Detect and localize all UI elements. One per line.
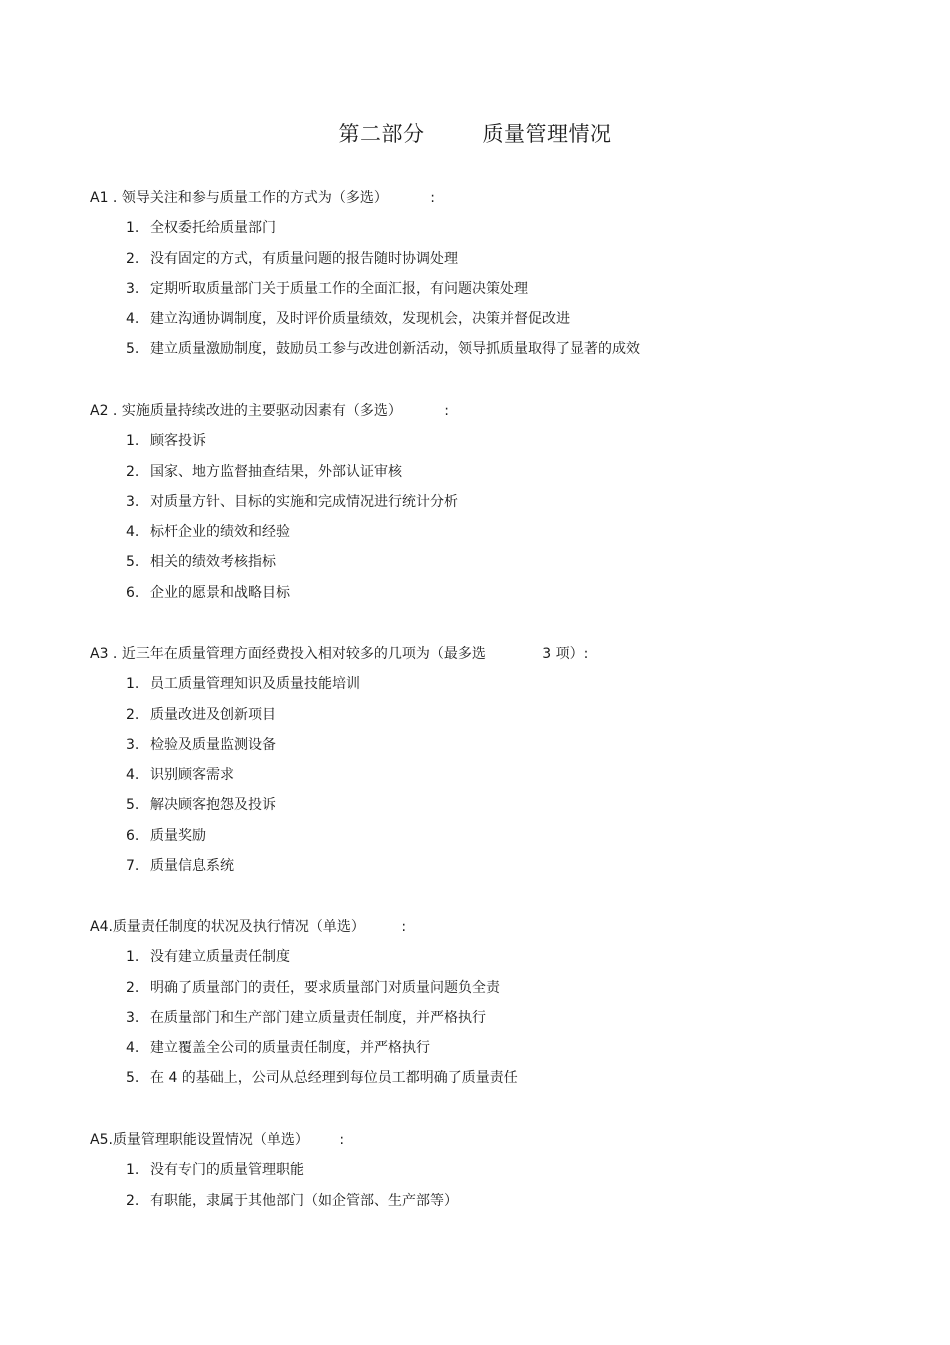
list-item: 4. 标杆企业的绩效和经验: [126, 524, 290, 541]
list-item: 6. 质量奖励: [126, 827, 206, 844]
list-item: 1. 没有建立质量责任制度: [126, 949, 290, 966]
question-a4: [90, 917, 890, 1088]
list-item: 7. 质量信息系统: [126, 858, 234, 875]
list-item: 3. 定期听取质量部门关于质量工作的全面汇报，有问题决策处理: [126, 280, 528, 297]
list-item: 2. 质量改进及创新项目: [126, 706, 276, 723]
question-a1: [90, 188, 890, 359]
section-title: [0, 118, 950, 148]
list-item: 5. 解决顾客抱怨及投诉: [126, 797, 276, 814]
list-item: 3. 在质量部门和生产部门建立质量责任制度，并严格执行: [126, 1009, 486, 1026]
section-title-name: 质量管理情况: [482, 122, 612, 146]
list-item: 3. 检验及质量监测设备: [126, 736, 276, 753]
list-item: 5. 相关的绩效考核指标: [126, 554, 276, 571]
question-a2: [90, 401, 890, 603]
list-item: 4. 识别顾客需求: [126, 767, 234, 784]
list-item: 5. 在 4 的基础上，公司从总经理到每位员工都明确了质量责任: [126, 1070, 518, 1087]
list-item: 4. 建立覆盖全公司的质量责任制度，并严格执行: [126, 1040, 430, 1057]
question-text: A1 . 领导关注和参与质量工作的方式为（多选） :: [90, 190, 436, 206]
question-text: A3 . 近三年在质量管理方面经费投入相对较多的几项为（最多选 3 项）:: [90, 646, 589, 662]
list-item: 3. 对质量方针、目标的实施和完成情况进行统计分析: [126, 493, 458, 510]
list-item: 1. 没有专门的质量管理职能: [126, 1162, 304, 1179]
list-item: 2. 国家、地方监督抽查结果，外部认证审核: [126, 463, 402, 480]
list-item: 2. 有职能，隶属于其他部门（如企管部、生产部等）: [126, 1192, 458, 1209]
question-text: A2 . 实施质量持续改进的主要驱动因素有（多选） :: [90, 403, 450, 419]
list-item: 6. 企业的愿景和战略目标: [126, 584, 290, 601]
list-item: 5. 建立质量激励制度，鼓励员工参与改进创新活动，领导抓质量取得了显著的成效: [126, 341, 640, 358]
list-item: 1. 全权委托给质量部门: [126, 220, 276, 237]
question-text: A5.质量管理职能设置情况（单选） :: [90, 1132, 345, 1148]
list-item: 2. 没有固定的方式，有质量问题的报告随时协调处理: [126, 250, 458, 267]
list-item: 2. 明确了质量部门的责任，要求质量部门对质量问题负全责: [126, 979, 500, 996]
list-item: 1. 顾客投诉: [126, 433, 206, 450]
question-a3: [90, 644, 890, 876]
section-title-part: 第二部分: [338, 122, 425, 146]
question-a5: [90, 1130, 890, 1211]
list-item: 1. 员工质量管理知识及质量技能培训: [126, 676, 360, 693]
list-item: 4. 建立沟通协调制度，及时评价质量绩效，发现机会，决策并督促改进: [126, 311, 570, 328]
question-text: A4.质量责任制度的状况及执行情况（单选） :: [90, 919, 407, 935]
